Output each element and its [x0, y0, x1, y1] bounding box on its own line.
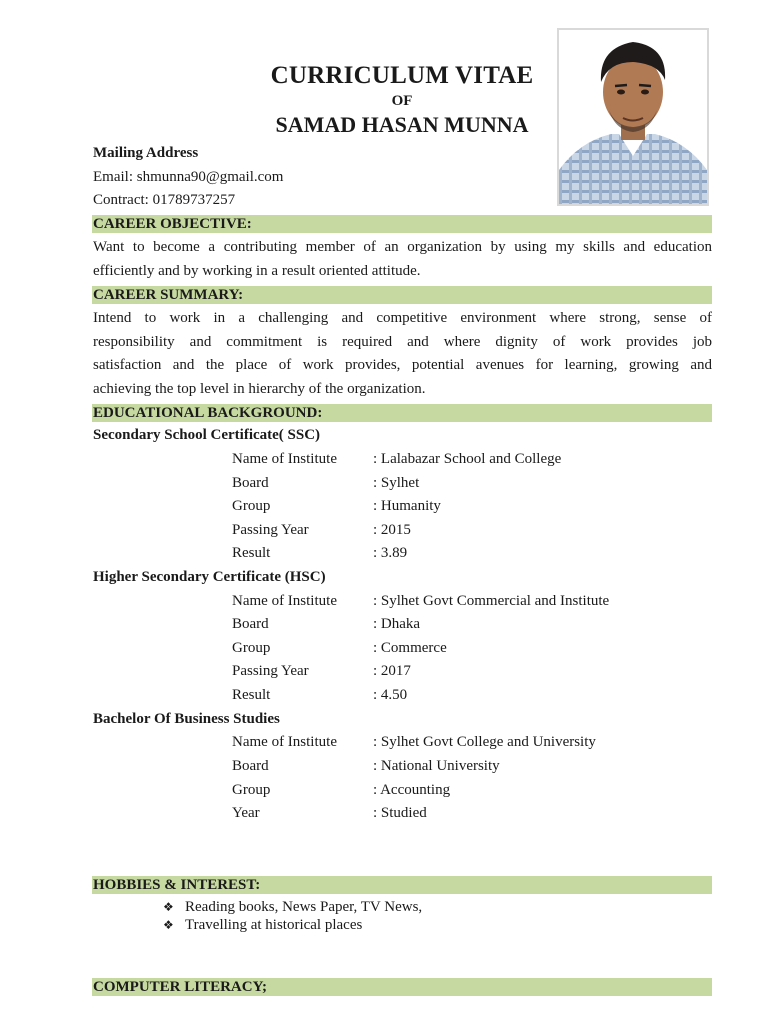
- career-summary-line3: satisfaction and the place of work provides, potential avenues for learning, growing and: [93, 357, 712, 373]
- career-summary-line4: achieving the top level in hierarchy of the organization.: [93, 381, 426, 397]
- career-objective-line1: Want to become a contributing member of an organization by using my skills and education: [93, 239, 712, 255]
- hobby-text: Reading books, News Paper, TV News,: [185, 899, 423, 915]
- bbs-key: Group: [232, 782, 271, 798]
- hsc-value: : Dhaka: [373, 616, 421, 632]
- career-summary-heading: CAREER SUMMARY:: [92, 286, 712, 304]
- bbs-row: [232, 805, 427, 822]
- hsc-value: : 4.50: [373, 687, 408, 703]
- hobby-text: Travelling at historical places: [185, 917, 363, 933]
- cv-title: CURRICULUM VITAE: [270, 62, 534, 89]
- ssc-row: [232, 545, 407, 562]
- email-line: Email: shmunna90@gmail.com: [93, 169, 284, 185]
- hobby-item: [163, 917, 362, 934]
- hsc-value: : Sylhet Govt Commercial and Institute: [373, 593, 610, 609]
- hsc-key: Board: [232, 616, 269, 632]
- hsc-row: [232, 616, 420, 633]
- hsc-key: Name of Institute: [232, 593, 337, 609]
- ssc-key: Result: [232, 545, 271, 561]
- bbs-row: [232, 758, 500, 775]
- computer-literacy-heading: COMPUTER LITERACY;: [92, 978, 712, 996]
- diamond-bullet-icon: ❖: [163, 900, 174, 914]
- diamond-bullet-icon: ❖: [163, 918, 174, 932]
- hsc-row: [232, 593, 609, 610]
- bbs-key: Name of Institute: [232, 734, 337, 750]
- ssc-row: [232, 475, 419, 492]
- contact-line: Contract: 01789737257: [93, 192, 236, 208]
- profile-photo: [557, 28, 709, 206]
- bbs-key: Board: [232, 758, 269, 774]
- bbs-value: : Accounting: [373, 782, 451, 798]
- hobbies-heading: HOBBIES & INTEREST:: [92, 876, 712, 894]
- ssc-row: [232, 451, 561, 468]
- ssc-value: : Humanity: [373, 498, 441, 514]
- bbs-value: : Studied: [373, 805, 427, 821]
- bbs-title: Bachelor Of Business Studies: [93, 711, 280, 727]
- ssc-row: [232, 498, 441, 515]
- ssc-value: : 2015: [373, 522, 411, 538]
- hsc-row: [232, 663, 411, 680]
- education-heading: EDUCATIONAL BACKGROUND:: [92, 404, 712, 422]
- cv-name: SAMAD HASAN MUNNA: [275, 112, 529, 137]
- hsc-row: [232, 687, 407, 704]
- career-summary-line2: responsibility and commitment is required and where dignity of work provides job: [93, 334, 712, 350]
- ssc-key: Board: [232, 475, 269, 491]
- hsc-value: : 2017: [373, 663, 411, 679]
- ssc-row: [232, 522, 411, 539]
- mailing-address-heading: Mailing Address: [93, 145, 199, 161]
- ssc-value: : Sylhet: [373, 475, 420, 491]
- cv-title-of: OF: [391, 93, 413, 109]
- hsc-key: Passing Year: [232, 663, 309, 679]
- bbs-value: : Sylhet Govt College and University: [373, 734, 596, 750]
- ssc-value: : 3.89: [373, 545, 408, 561]
- hsc-row: [232, 640, 447, 657]
- ssc-title: Secondary School Certificate( SSC): [93, 427, 321, 443]
- hobby-item: [163, 899, 422, 916]
- bbs-row: [232, 782, 450, 799]
- bbs-row: [232, 734, 596, 751]
- career-summary-line1: Intend to work in a challenging and competitive environment where strong, sense of: [93, 310, 712, 326]
- career-objective-line2: efficiently and by working in a result oriented attitude.: [93, 263, 421, 279]
- hsc-title: Higher Secondary Certificate (HSC): [93, 569, 326, 585]
- hsc-value: : Commerce: [373, 640, 447, 656]
- ssc-key: Name of Institute: [232, 451, 337, 467]
- hsc-key: Group: [232, 640, 271, 656]
- hsc-key: Result: [232, 687, 271, 703]
- ssc-key: Passing Year: [232, 522, 309, 538]
- ssc-value: : Lalabazar School and College: [373, 451, 562, 467]
- career-objective-heading: CAREER OBJECTIVE:: [92, 215, 712, 233]
- bbs-key: Year: [232, 805, 260, 821]
- bbs-value: : National University: [373, 758, 500, 774]
- ssc-key: Group: [232, 498, 271, 514]
